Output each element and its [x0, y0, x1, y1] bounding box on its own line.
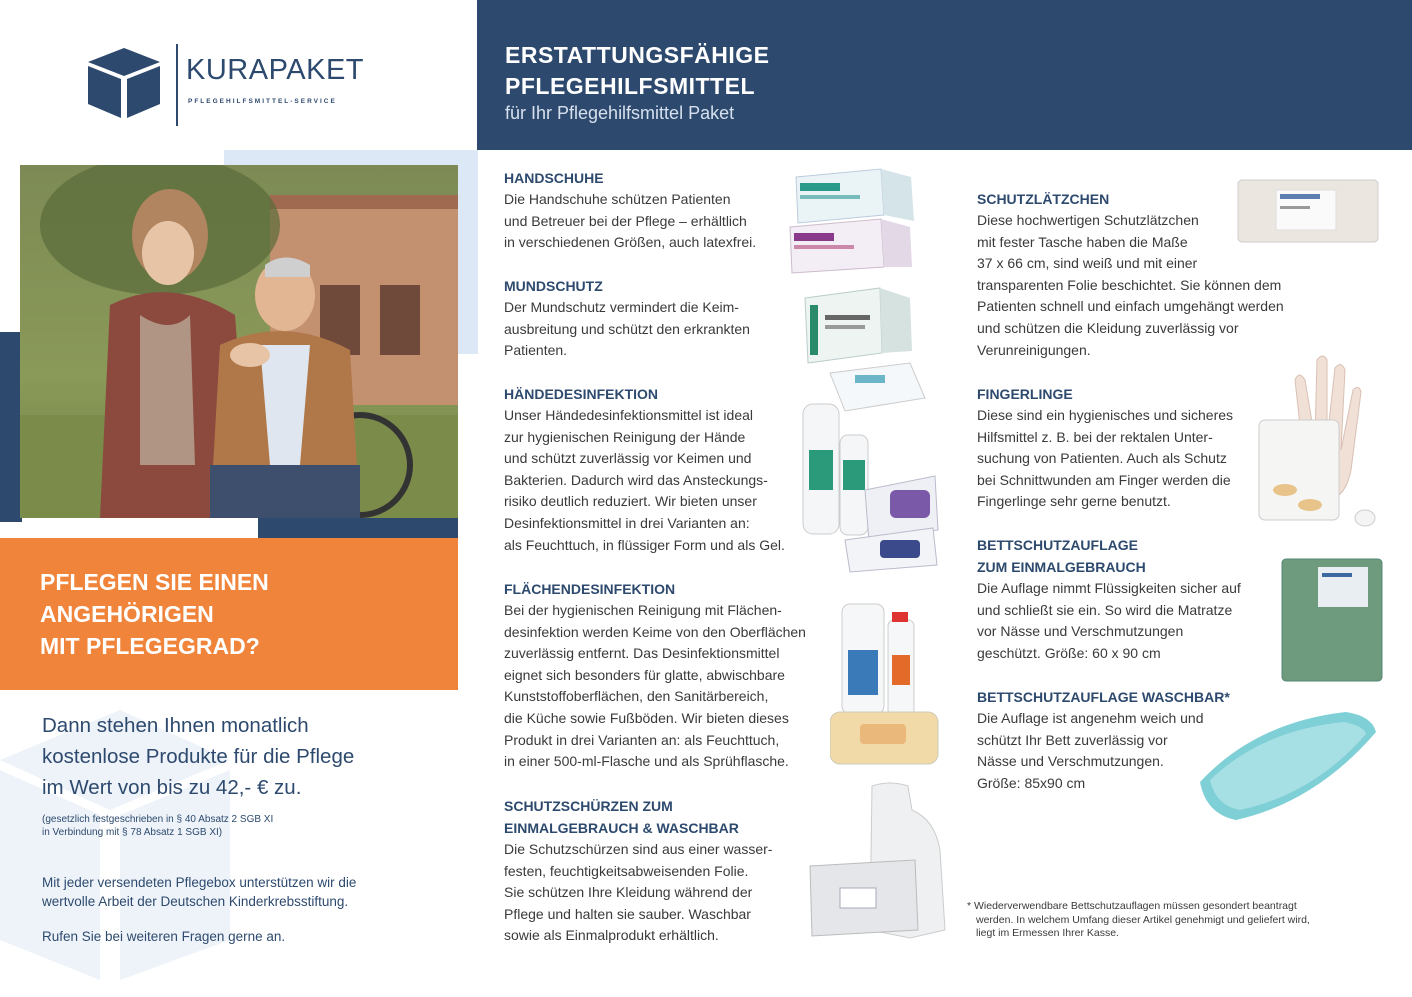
- product-line: Produkt in drei Varianten an: als Feuchttuch,: [504, 731, 780, 748]
- product-line: Patienten.: [504, 342, 568, 359]
- surface-disinfectant-image: [830, 600, 940, 770]
- product-line: transparenten Folie beschichtet. Sie können dem: [977, 276, 1282, 293]
- product-line: Desinfektionsmittel in drei Varianten an:: [504, 514, 750, 531]
- promo-heading-line: ANGEHÖRIGEN: [40, 601, 214, 627]
- product-line: suchung von Patienten. Auch als Schutz: [977, 450, 1227, 467]
- product-line: Sie schützen Ihre Kleidung während der: [504, 884, 753, 901]
- product-line: desinfektion werden Keime von den Oberflächen: [504, 623, 806, 640]
- product-line: die Küche sowie Fußböden. Wir bieten dieses: [504, 709, 789, 726]
- legal-line: (gesetzlich festgeschrieben in § 40 Absatz 2 SGB XI: [42, 814, 274, 825]
- product-line: zur hygienischen Reinigung der Hände: [504, 428, 746, 445]
- product-schutzschuerzen: [504, 795, 804, 947]
- legal-line: in Verbindung mit § 78 Absatz 1 SGB XI): [42, 827, 223, 838]
- product-line: und Betreuer bei der Pflege – erhältlich: [504, 212, 747, 229]
- product-line: eignet sich besonders für glatte, abwischbare: [504, 666, 785, 683]
- product-line: Fingerlinge sehr gerne benutzt.: [977, 493, 1171, 510]
- product-description: [504, 405, 824, 556]
- product-description: [504, 297, 804, 362]
- decor-block-dark-bottom: [258, 518, 458, 538]
- support-line: Mit jeder versendeten Pflegebox unterstützen wir die: [42, 875, 357, 890]
- bed-pad-washable-image: [1196, 702, 1382, 822]
- product-title: BETTSCHUTZAUFLAGE WASCHBAR*: [977, 689, 1230, 705]
- product-title: HANDSCHUHE: [504, 170, 604, 186]
- product-line: Kunststoffoberflächen, den Sanitärbereich,: [504, 688, 769, 705]
- footnote: [967, 900, 1347, 941]
- product-title: MUNDSCHUTZ: [504, 278, 603, 294]
- support-text: [42, 873, 442, 962]
- footnote-line: * Wiederverwendbare Bettschutzauflagen müssen gesondert beantragt: [967, 900, 1297, 912]
- product-line: in einer 500-ml-Flasche und als Sprühflasche.: [504, 753, 789, 770]
- product-line: Die Auflage ist angenehm weich und: [977, 710, 1204, 726]
- bed-pad-disposable-image: [1278, 555, 1386, 685]
- product-line: geschützt. Größe: 60 x 90 cm: [977, 644, 1161, 661]
- mask-box-image: [800, 283, 930, 413]
- product-line: in verschiedenen Größen, auch latexfrei.: [504, 234, 757, 251]
- promo-lead-line: im Wert von bis zu 42,- € zu.: [42, 776, 302, 799]
- product-line: Nässe und Verschmutzungen.: [977, 753, 1164, 770]
- product-line: Die Auflage nimmt Flüssigkeiten sicher auf: [977, 580, 1241, 596]
- product-line: Verunreinigungen.: [977, 341, 1091, 358]
- product-title: BETTSCHUTZAUFLAGE: [977, 537, 1138, 553]
- product-line: mit fester Tasche haben die Maße: [977, 233, 1188, 250]
- product-line: bei Schnittwunden am Finger werden die: [977, 471, 1231, 488]
- product-line: risiko deutlich reduziert. Wir bieten unser: [504, 493, 757, 510]
- page-title-line: PFLEGEHILFSMITTEL: [505, 73, 755, 99]
- product-line: Pflege und halten sie sauber. Waschbar: [504, 905, 751, 922]
- product-line: Die Handschuhe schützen Patienten: [504, 191, 731, 207]
- product-title: FLÄCHENDESINFEKTION: [504, 581, 676, 597]
- product-line: Patienten schnell und einfach umgehängt werden: [977, 298, 1284, 315]
- promo-lead-line: Dann stehen Ihnen monatlich: [42, 714, 309, 737]
- product-line: Größe: 85x90 cm: [977, 774, 1086, 791]
- product-line: sowie als Einmalprodukt erhältlich.: [504, 927, 719, 944]
- hand-disinfectant-image: [795, 400, 940, 575]
- product-line: schützt Ihr Bett zuverlässig vor: [977, 731, 1168, 748]
- brand-tagline: PFLEGEHILFSMITTEL-SERVICE: [188, 98, 337, 105]
- product-line: und schützen die Kleidung zuverlässig vor: [977, 319, 1239, 336]
- product-line: und schließt sie ein. So wird die Matratze: [977, 601, 1233, 618]
- footnote-line: werden. In welchem Umfang dieser Artikel genehmigt und geliefert wird,: [976, 913, 1310, 926]
- product-title: FINGERLINGE: [977, 386, 1073, 402]
- support-paragraph: [42, 873, 442, 911]
- product-line: ausbreitung und schützt den erkrankten: [504, 320, 750, 337]
- product-flaechendesinfektion: [504, 578, 844, 773]
- promo-heading-line: MIT PFLEGEGRAD?: [40, 633, 260, 659]
- page-title: [505, 40, 1005, 102]
- product-title: SCHUTZLÄTZCHEN: [977, 191, 1110, 207]
- product-handschuhe: [504, 167, 804, 254]
- product-title: EINMALGEBRAUCH & WASCHBAR: [504, 820, 739, 836]
- product-description: [504, 839, 804, 947]
- product-description: [504, 189, 804, 254]
- promo-lead: [42, 710, 442, 803]
- contact-text: Rufen Sie bei weiteren Fragen gerne an.: [42, 929, 286, 944]
- finger-cots-image: [1255, 340, 1390, 530]
- decor-block-dark: [0, 332, 22, 522]
- logo-divider: [176, 44, 178, 126]
- page-title-line: ERSTATTUNGSFÄHIGE: [505, 42, 770, 68]
- support-line: wertvolle Arbeit der Deutschen Kinderkrebsstiftung.: [42, 894, 349, 909]
- box-logo-icon: [86, 46, 162, 118]
- product-description: [977, 578, 1277, 664]
- product-line: Unser Händedesinfektionsmittel ist ideal: [504, 407, 754, 423]
- brand-name: KURAPAKET: [186, 54, 365, 86]
- promo-lead-line: kostenlose Produkte für die Pflege: [42, 745, 355, 768]
- product-line: Diese sind ein hygienisches und sicheres: [977, 407, 1234, 423]
- apron-image: [800, 780, 950, 940]
- product-line: 37 x 66 cm, sind weiß und mit einer: [977, 255, 1198, 272]
- legal-note: [42, 813, 422, 839]
- gloves-box-image: [786, 165, 916, 275]
- product-description: [977, 405, 1277, 513]
- product-title: HÄNDEDESINFEKTION: [504, 386, 659, 402]
- page-subtitle: für Ihr Pflegehilfsmittel Paket: [505, 103, 735, 123]
- product-line: als Feuchttuch, in flüssiger Form und als Gel.: [504, 536, 785, 553]
- bib-pack-image: [1236, 176, 1380, 246]
- product-bettschutz-einmal: [977, 534, 1277, 664]
- product-line: und schützt zuverlässig vor Keimen und: [504, 450, 752, 467]
- product-line: Bakterien. Dadurch wird das Ansteckungs-: [504, 471, 768, 488]
- product-line: Bei der hygienischen Reinigung mit Flächen-: [504, 602, 782, 618]
- product-title: SCHUTZSCHÜRZEN ZUM: [504, 798, 673, 814]
- product-line: vor Nässe und Verschmutzungen: [977, 623, 1184, 640]
- product-fingerlinge: [977, 383, 1277, 513]
- product-line: Die Schutzschürzen sind aus einer wasser-: [504, 841, 773, 857]
- caregiver-photo: [20, 165, 458, 518]
- product-description: [504, 600, 844, 773]
- footnote-line: liegt im Ermessen Ihrer Kasse.: [976, 927, 1119, 939]
- product-line: Diese hochwertigen Schutzlätzchen: [977, 212, 1199, 228]
- product-haendedesinfektion: [504, 383, 824, 556]
- promo-heading: [40, 566, 440, 662]
- product-mundschutz: [504, 275, 804, 362]
- product-title: ZUM EINMALGEBRAUCH: [977, 559, 1146, 575]
- product-line: zuverlässig entfernt. Das Desinfektionsmittel: [504, 645, 780, 662]
- product-line: Hilfsmittel z. B. bei der rektalen Unter-: [977, 428, 1213, 445]
- product-line: festen, feuchtigkeitsabweisenden Folie.: [504, 862, 749, 879]
- promo-heading-line: PFLEGEN SIE EINEN: [40, 569, 269, 595]
- product-line: Der Mundschutz vermindert die Keim-: [504, 299, 739, 315]
